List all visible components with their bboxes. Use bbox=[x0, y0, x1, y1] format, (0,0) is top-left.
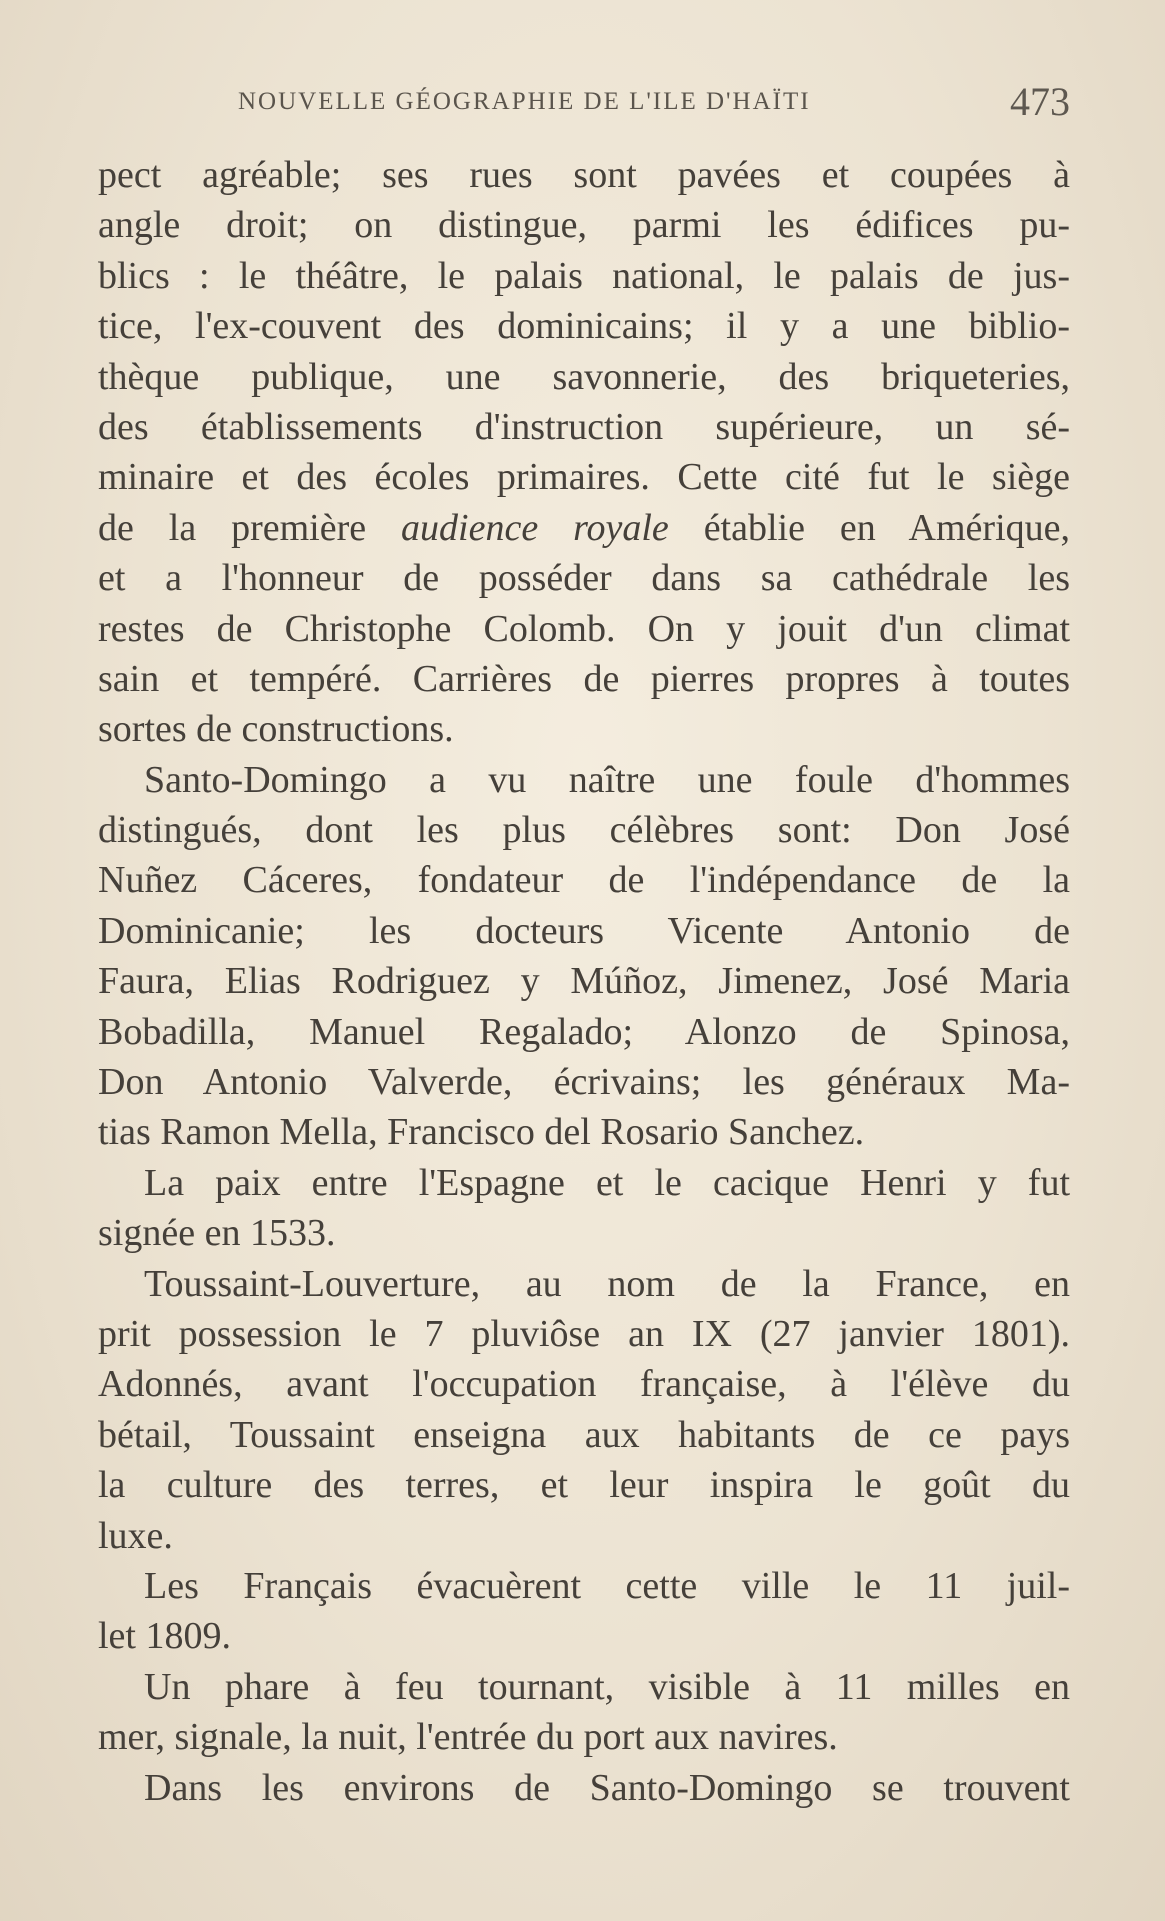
page-number: 473 bbox=[1010, 79, 1070, 124]
text-line: restes de Christophe Colomb. On y jouit d'un climat bbox=[98, 607, 1070, 650]
text-line: mer, signale, la nuit, l'entrée du port aux navires. bbox=[98, 1716, 838, 1759]
text-line: Bobadilla, Manuel Regalado; Alonzo de Spinosa, bbox=[98, 1010, 1070, 1053]
text-line: Les Français évacuèrent cette ville le 11 juil- bbox=[144, 1564, 1070, 1607]
italic-term: audience royale bbox=[401, 506, 669, 549]
text-line: distingués, dont les plus célèbres sont: Don José bbox=[98, 809, 1070, 852]
text-line: tias Ramon Mella, Francisco del Rosario Sanchez. bbox=[98, 1111, 865, 1154]
text-line: Toussaint-Louverture, au nom de la France, en bbox=[144, 1262, 1070, 1305]
text-line: prit possession le 7 pluviôse an IX (27 janvier 1801). bbox=[98, 1312, 1070, 1355]
text-line: Nuñez Cáceres, fondateur de l'indépendance de la bbox=[98, 859, 1070, 902]
text-line: sain et tempéré. Carrières de pierres propres à toutes bbox=[98, 657, 1070, 700]
text-line: angle droit; on distingue, parmi les édifices pu- bbox=[98, 204, 1070, 247]
text-line: Dominicanie; les docteurs Vicente Antonio de bbox=[98, 909, 1070, 952]
text-line-with-italic bbox=[98, 503, 1070, 553]
text-line: blics : le théâtre, le palais national, le palais de jus- bbox=[98, 254, 1070, 297]
text-line: sortes de constructions. bbox=[98, 708, 454, 751]
text-run: établie en Amérique, bbox=[668, 506, 1070, 549]
text-line: minaire et des écoles primaires. Cette cité fut le siège bbox=[98, 456, 1070, 499]
text-line: signée en 1533. bbox=[98, 1212, 336, 1255]
text-line: La paix entre l'Espagne et le cacique Henri y fut bbox=[144, 1161, 1070, 1204]
text-run: de la première bbox=[98, 506, 402, 549]
text-line: tice, l'ex-couvent des dominicains; il y a une biblio- bbox=[98, 305, 1070, 348]
text-line: des établissements d'instruction supérieure, un sé- bbox=[98, 405, 1070, 448]
text-line: Don Antonio Valverde, écrivains; les généraux Ma- bbox=[98, 1061, 1070, 1104]
text-line: Dans les environs de Santo-Domingo se trouvent bbox=[144, 1766, 1070, 1809]
body-text bbox=[98, 150, 1070, 1813]
text-line: la culture des terres, et leur inspira le goût du bbox=[98, 1464, 1070, 1507]
text-line: pect agréable; ses rues sont pavées et coupées à bbox=[98, 154, 1070, 196]
text-line: let 1809. bbox=[98, 1615, 231, 1658]
text-line: Un phare à feu tournant, visible à 11 milles en bbox=[144, 1665, 1070, 1708]
running-title: NOUVELLE GÉOGRAPHIE DE L'ILE D'HAÏTI bbox=[238, 88, 811, 115]
text-line: Santo-Domingo a vu naître une foule d'hommes bbox=[144, 758, 1070, 801]
text-line: et a l'honneur de posséder dans sa cathédrale les bbox=[98, 557, 1070, 600]
page-header bbox=[238, 78, 1070, 122]
text-line: thèque publique, une savonnerie, des briqueteries, bbox=[98, 355, 1070, 398]
text-line: Faura, Elias Rodriguez y Múñoz, Jimenez, José Maria bbox=[98, 960, 1070, 1003]
text-line: Adonnés, avant l'occupation française, à l'élève du bbox=[98, 1363, 1070, 1406]
text-line: bétail, Toussaint enseigna aux habitants de ce pays bbox=[98, 1413, 1070, 1456]
text-line: luxe. bbox=[98, 1514, 173, 1557]
